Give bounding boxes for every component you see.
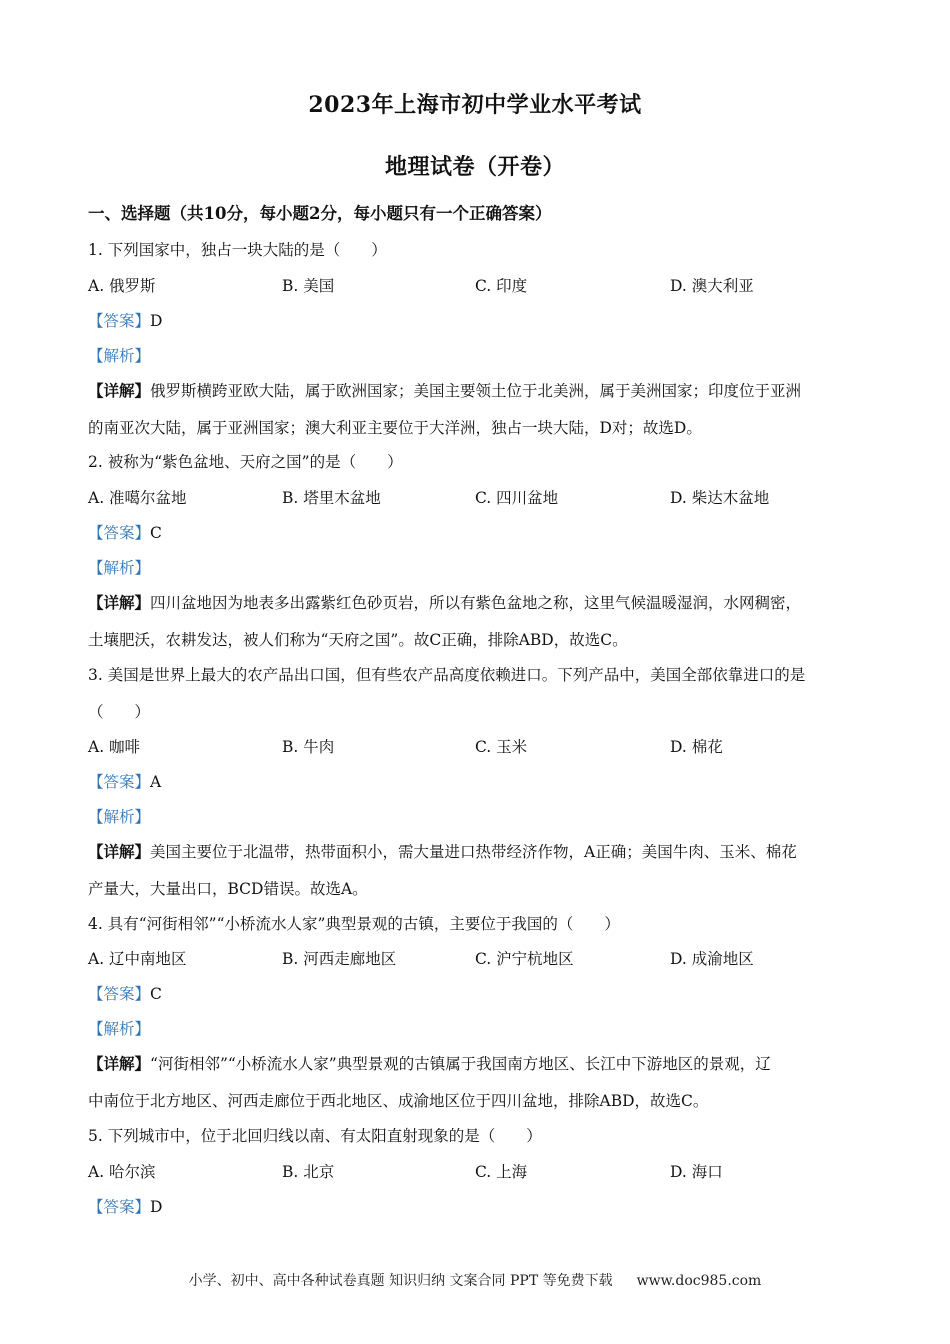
option-d: D. 澳大利亚 (670, 277, 754, 295)
option-a: A. 辽中南地区 (88, 950, 187, 968)
answer-value: D (150, 1198, 163, 1216)
page-footer (0, 1270, 950, 1290)
detail-text: “河街相邻”“小桥流水人家”典型景观的古镇属于我国南方地区、长江中下游地区的景观，辽 (150, 1055, 771, 1073)
page-subtitle: 地理试卷（开卷） (384, 154, 565, 180)
question-stem: 5. 下列城市中，位于北回归线以南、有太阳直射现象的是（ ） (88, 1127, 542, 1145)
detail-line (88, 381, 864, 401)
option-d: D. 海口 (670, 1163, 723, 1181)
option-d: D. 柴达木盆地 (670, 489, 770, 507)
option-a: A. 咖啡 (88, 738, 141, 756)
answer-value: C (150, 524, 162, 542)
option-c: C. 玉米 (475, 738, 528, 756)
detail-text: 俄罗斯横跨亚欧大陆，属于欧洲国家；美国主要领土位于北美洲，属于美洲国家；印度位于亚洲 (150, 382, 802, 400)
footer-url-link[interactable]: www.doc985.com (636, 1273, 762, 1289)
option-c: C. 上海 (475, 1163, 528, 1181)
question-stem: 4. 具有“河街相邻”“小桥流水人家”典型景观的古镇，主要位于我国的（ ） (88, 915, 620, 933)
analysis-tag: 【解析】 (88, 808, 151, 826)
detail-line: 的南亚次大陆，属于亚洲国家；澳大利亚主要位于大洋洲，独占一块大陆，D对；故选D。 (88, 419, 702, 437)
page-title: 2023年上海市初中学业水平考试 (308, 92, 642, 118)
question-stem: 1. 下列国家中，独占一块大陆的是（ ） (88, 241, 387, 259)
answer-line (88, 311, 864, 331)
detail-tag: 【详解】 (88, 381, 151, 400)
answer-line (88, 1197, 864, 1217)
answer-tag: 【答案】 (88, 773, 151, 791)
detail-text: 美国主要位于北温带，热带面积小，需大量进口热带经济作物，A正确；美国牛肉、玉米、棉花 (150, 843, 797, 861)
analysis-tag: 【解析】 (88, 1020, 151, 1038)
question-stem: 2. 被称为“紫色盆地、天府之国”的是（ ） (88, 453, 403, 471)
answer-line (88, 984, 864, 1004)
answer-value: A (150, 773, 162, 791)
answer-tag: 【答案】 (88, 312, 151, 330)
option-b: B. 塔里木盆地 (282, 489, 381, 507)
answer-tag: 【答案】 (88, 1198, 151, 1216)
question-stem: （ ） (88, 703, 151, 721)
answer-line (88, 772, 864, 792)
detail-line (88, 1054, 864, 1074)
detail-line: 产量大，大量出口，BCD错误。故选A。 (88, 880, 368, 898)
analysis-line (88, 558, 864, 578)
option-d: D. 成渝地区 (670, 950, 754, 968)
option-b: B. 牛肉 (282, 738, 335, 756)
option-b: B. 美国 (282, 277, 335, 295)
detail-line: 中南位于北方地区、河西走廊位于西北地区、成渝地区位于四川盆地，排除ABD，故选C。 (88, 1092, 709, 1110)
detail-tag: 【详解】 (88, 1054, 151, 1073)
option-a: A. 哈尔滨 (88, 1163, 156, 1181)
detail-line (88, 593, 864, 613)
answer-value: D (150, 312, 163, 330)
detail-tag: 【详解】 (88, 842, 151, 861)
detail-line: 土壤肥沃，农耕发达，被人们称为“天府之国”。故C正确，排除ABD，故选C。 (88, 631, 628, 649)
analysis-tag: 【解析】 (88, 559, 151, 577)
footer-text: 小学、初中、高中各种试卷真题 知识归纳 文案合同 PPT 等免费下载 (188, 1273, 613, 1289)
option-c: C. 印度 (475, 277, 528, 295)
option-d: D. 棉花 (670, 738, 723, 756)
answer-value: C (150, 985, 162, 1003)
option-b: B. 河西走廊地区 (282, 950, 397, 968)
analysis-line (88, 346, 864, 366)
answer-tag: 【答案】 (88, 985, 151, 1003)
answer-line (88, 523, 864, 543)
option-c: C. 沪宁杭地区 (475, 950, 574, 968)
option-a: A. 俄罗斯 (88, 277, 156, 295)
detail-tag: 【详解】 (88, 593, 151, 612)
detail-line (88, 842, 864, 862)
detail-text: 四川盆地因为地表多出露紫红色砂页岩，所以有紫色盆地之称，这里气候温暖湿润，水网稠密， (150, 594, 802, 612)
question-stem: 3. 美国是世界上最大的农产品出口国，但有些农产品高度依赖进口。下列产品中，美国全部依靠进口的是 (88, 666, 806, 684)
option-c: C. 四川盆地 (475, 489, 559, 507)
option-b: B. 北京 (282, 1163, 335, 1181)
answer-tag: 【答案】 (88, 524, 151, 542)
option-a: A. 准噶尔盆地 (88, 489, 187, 507)
analysis-line (88, 1019, 864, 1039)
section-heading: 一、选择题（共10分，每小题2分，每小题只有一个正确答案） (88, 204, 552, 223)
analysis-tag: 【解析】 (88, 347, 151, 365)
analysis-line (88, 807, 864, 827)
